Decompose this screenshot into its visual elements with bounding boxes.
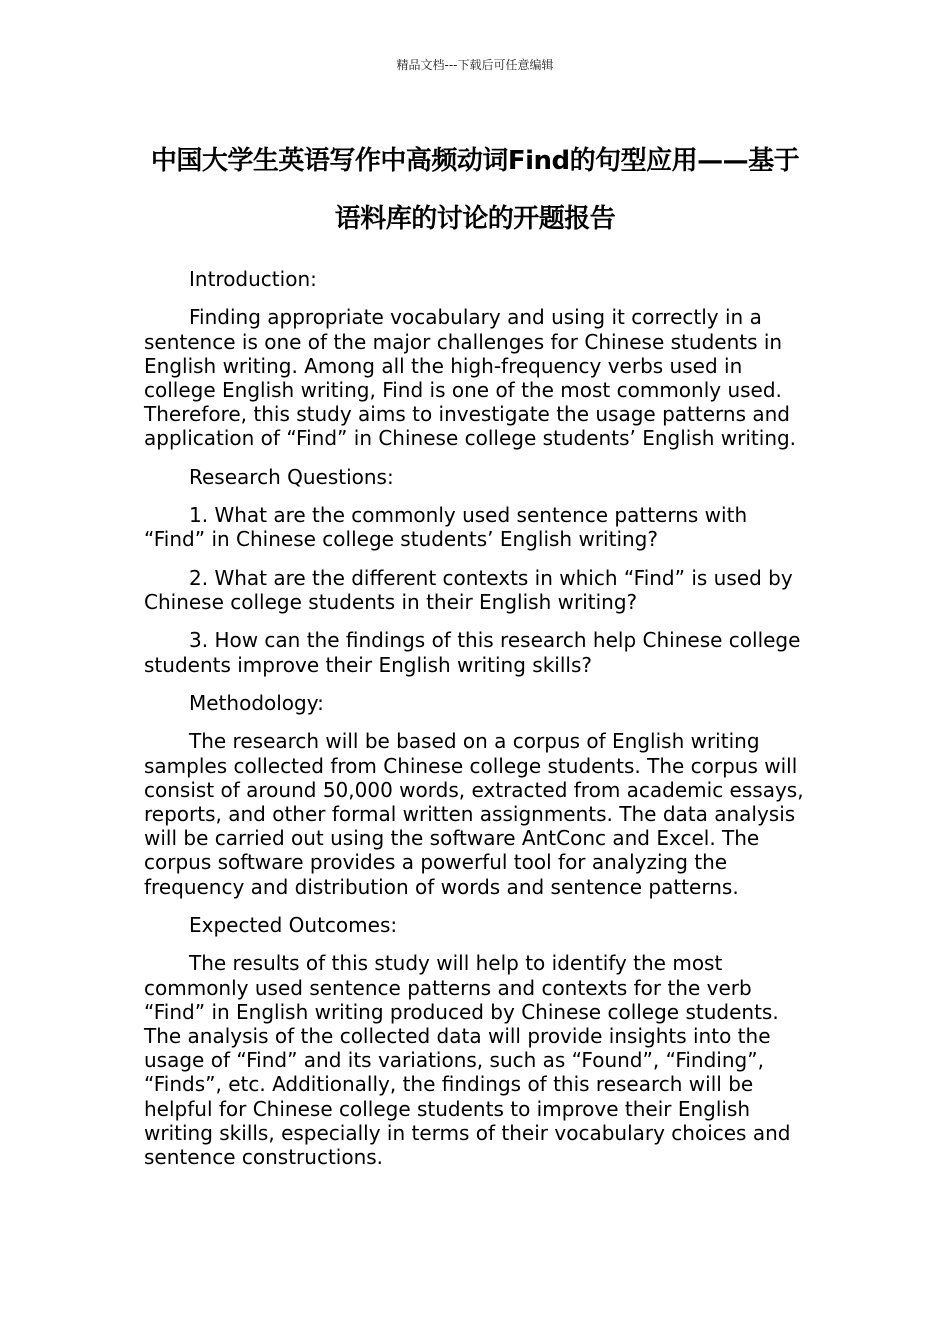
document-body: [144, 267, 808, 1183]
section-heading-methodology: Methodology:: [189, 690, 324, 715]
section-heading-research-questions: Research Questions:: [189, 464, 394, 489]
methodology-paragraph: The research will be based on a corpus of English writing samples collected from Chinese college students. The corpus will consist of around 50,000 words, extracted from academic essays, reports, and other formal written assignments. The data analysis will be carried out using the software AntConc and Excel. The corpus software provides a powerful tool for analyzing the frequency and distribution of words and sentence patterns.: [144, 729, 804, 899]
research-question-3: 3. How can the findings of this research help Chinese college students improve their English writing skills?: [144, 628, 801, 677]
section-heading-introduction: Introduction:: [189, 267, 317, 291]
research-question-1: 1. What are the commonly used sentence patterns with “Find” in Chinese college students’ English writing?: [144, 503, 748, 552]
expected-outcomes-paragraph: The results of this study will help to identify the most commonly used sentence patterns and contexts for the verb “Find” in English writing produced by Chinese college students. The analysis of the collected data will provide insights into the usage of “Find” and its variations, such as “Found”, “Finding”, “Finds”, etc. Additionally, the findings of this research will be helpful for Chinese college students to improve their English writing skills, especially in terms of their vocabulary choices and sentence constructions.: [144, 951, 791, 1169]
document-title: 中国大学生英语写作中高频动词Find的句型应用——基于语料库的讨论的开题报告: [150, 146, 800, 234]
section-heading-expected-outcomes: Expected Outcomes:: [189, 912, 398, 937]
page-header: 精品文档---下载后可任意编辑: [396, 58, 554, 72]
research-question-2: 2. What are the different contexts in which “Find” is used by Chinese college students in their English writing?: [144, 565, 793, 614]
introduction-paragraph: Finding appropriate vocabulary and using it correctly in a sentence is one of the major challenges for Chinese students in English writing. Among all the high-frequency verbs used in college English writing, Find is one of the most commonly used. Therefore, this study aims to investigate the usage patterns and application of “Find” in Chinese college students’ English writing.: [144, 305, 797, 451]
